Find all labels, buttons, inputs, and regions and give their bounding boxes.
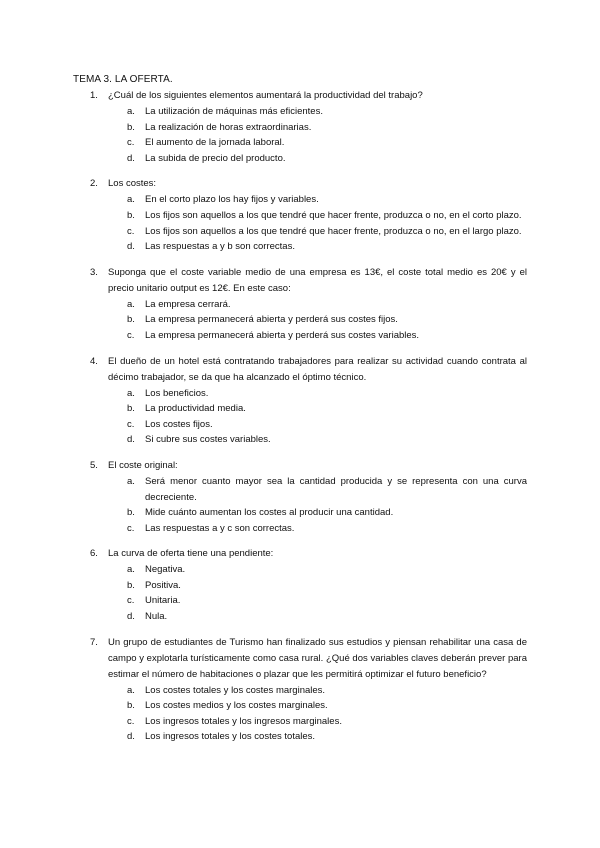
answer-option [0, 151, 600, 167]
option-text: La realización de horas extraordinarias. [145, 121, 312, 133]
option-text: Los ingresos totales y los ingresos marginales. [145, 715, 342, 727]
option-letter: b. [127, 507, 135, 519]
option-text: La productividad media. [145, 403, 246, 415]
question-number: 1. [90, 90, 98, 101]
option-text: Nula. [145, 611, 168, 623]
answer-option [0, 593, 600, 609]
question-item [0, 458, 600, 536]
option-text: La empresa permanecerá abierta y perderá sus costes fijos. [145, 314, 398, 326]
option-text: Si cubre sus costes variables. [145, 434, 271, 446]
option-letter: a. [127, 387, 135, 399]
option-text: La empresa cerrará. [145, 298, 231, 310]
answer-option [0, 328, 600, 344]
answer-option [0, 432, 600, 448]
answer-option [0, 401, 600, 417]
question-text: La curva de oferta tiene una pendiente: [108, 548, 274, 560]
question-text: El dueño de un hotel está contratando trabajadores para realizar su actividad cuando contrata al décimo trabajador, se da que ha alcanzado el óptimo técnico. [108, 355, 527, 383]
option-list [0, 192, 600, 254]
option-list [0, 104, 600, 166]
question-item [0, 88, 600, 166]
question-number: 2. [90, 178, 98, 190]
option-text: El aumento de la jornada laboral. [145, 137, 285, 149]
option-letter: d. [127, 434, 135, 446]
option-letter: d. [127, 241, 135, 253]
option-text: Negativa. [145, 564, 186, 576]
question-item [0, 265, 600, 344]
option-text: Las respuestas a y c son correctas. [145, 522, 295, 534]
answer-option [0, 474, 600, 505]
answer-option [0, 192, 600, 208]
option-text: Los fijos son aquellos a los que tendré que hacer frente, produzca o no, en el largo plazo. [145, 225, 522, 237]
option-text: Mide cuánto aumentan los costes al producir una cantidad. [145, 507, 394, 519]
question-number: 3. [90, 266, 98, 278]
question-text: Un grupo de estudiantes de Turismo han finalizado sus estudios y piensan rehabilitar una casa de campo y explotarla turísticamente como casa rural. ¿Qué dos variables claves deberán prever para estimar el número de habitaciones o plazar que les permitirá optimizar el futuro beneficio? [108, 636, 527, 680]
option-letter: c. [127, 418, 135, 430]
option-letter: b. [127, 209, 135, 221]
question-number: 5. [90, 459, 98, 471]
answer-option [0, 312, 600, 328]
answer-option [0, 386, 600, 402]
option-text: Positiva. [145, 579, 181, 591]
option-letter: a. [127, 475, 135, 487]
option-list [0, 562, 600, 624]
option-letter: d. [127, 152, 135, 164]
option-list [0, 683, 600, 745]
question-list [0, 88, 600, 755]
option-letter: a. [127, 194, 135, 206]
answer-option [0, 208, 600, 224]
option-letter: b. [127, 403, 135, 415]
option-letter: d. [127, 731, 135, 743]
question-text: Los costes: [108, 178, 157, 190]
answer-option [0, 683, 600, 699]
option-letter: c. [127, 715, 135, 727]
question-item [0, 354, 600, 448]
question-number: 7. [90, 636, 98, 648]
option-text: Los beneficios. [145, 387, 209, 399]
option-letter: d. [127, 611, 135, 623]
option-letter: a. [127, 564, 135, 576]
option-list [0, 386, 600, 448]
option-letter: b. [127, 700, 135, 712]
answer-option [0, 714, 600, 730]
answer-option [0, 698, 600, 714]
answer-option [0, 609, 600, 625]
answer-option [0, 239, 600, 255]
option-text: Los costes totales y los costes marginales. [145, 684, 326, 696]
answer-option [0, 135, 600, 151]
option-text: Los ingresos totales y los costes totales. [145, 731, 316, 743]
option-text: La subida de precio del producto. [145, 152, 286, 164]
option-letter: c. [127, 329, 135, 341]
option-text: La utilización de máquinas más eficientes. [145, 106, 323, 117]
option-letter: b. [127, 579, 135, 591]
option-text: La empresa permanecerá abierta y perderá sus costes variables. [145, 329, 420, 341]
answer-option [0, 297, 600, 313]
option-list [0, 474, 600, 536]
option-letter: a. [127, 684, 135, 696]
answer-option [0, 120, 600, 136]
question-item [0, 176, 600, 254]
answer-option [0, 521, 600, 537]
option-letter: a. [127, 106, 135, 117]
page-title: TEMA 3. LA OFERTA. [73, 74, 173, 85]
option-letter: b. [127, 314, 135, 326]
option-list [0, 297, 600, 344]
answer-option [0, 729, 600, 745]
question-text: ¿Cuál de los siguientes elementos aumentará la productividad del trabajo? [108, 90, 423, 101]
question-item [0, 546, 600, 624]
answer-option [0, 224, 600, 240]
question-text: Suponga que el coste variable medio de una empresa es 13€, el coste total medio es 20€ y el precio unitario output es 12€. En este caso: [108, 266, 527, 294]
option-text: Será menor cuanto mayor sea la cantidad producida y se representa con una curva decreciente. [145, 475, 527, 503]
answer-option [0, 578, 600, 594]
option-text: Las respuestas a y b son correctas. [145, 241, 295, 253]
answer-option [0, 562, 600, 578]
option-text: En el corto plazo los hay fijos y variables. [145, 194, 319, 206]
answer-option [0, 417, 600, 433]
option-letter: c. [127, 225, 135, 237]
option-letter: c. [127, 522, 135, 534]
question-item [0, 635, 600, 745]
question-text: El coste original: [108, 459, 178, 471]
option-letter: c. [127, 595, 135, 607]
option-text: Unitaria. [145, 595, 181, 607]
option-text: Los costes medios y los costes marginales. [145, 700, 328, 712]
option-letter: b. [127, 121, 135, 133]
option-letter: a. [127, 298, 135, 310]
question-number: 6. [90, 548, 98, 560]
answer-option [0, 505, 600, 521]
answer-option [0, 104, 600, 120]
option-text: Los costes fijos. [145, 418, 213, 430]
question-number: 4. [90, 355, 98, 367]
option-text: Los fijos son aquellos a los que tendré que hacer frente, produzca o no, en el corto plazo. [145, 209, 522, 221]
option-letter: c. [127, 137, 135, 149]
